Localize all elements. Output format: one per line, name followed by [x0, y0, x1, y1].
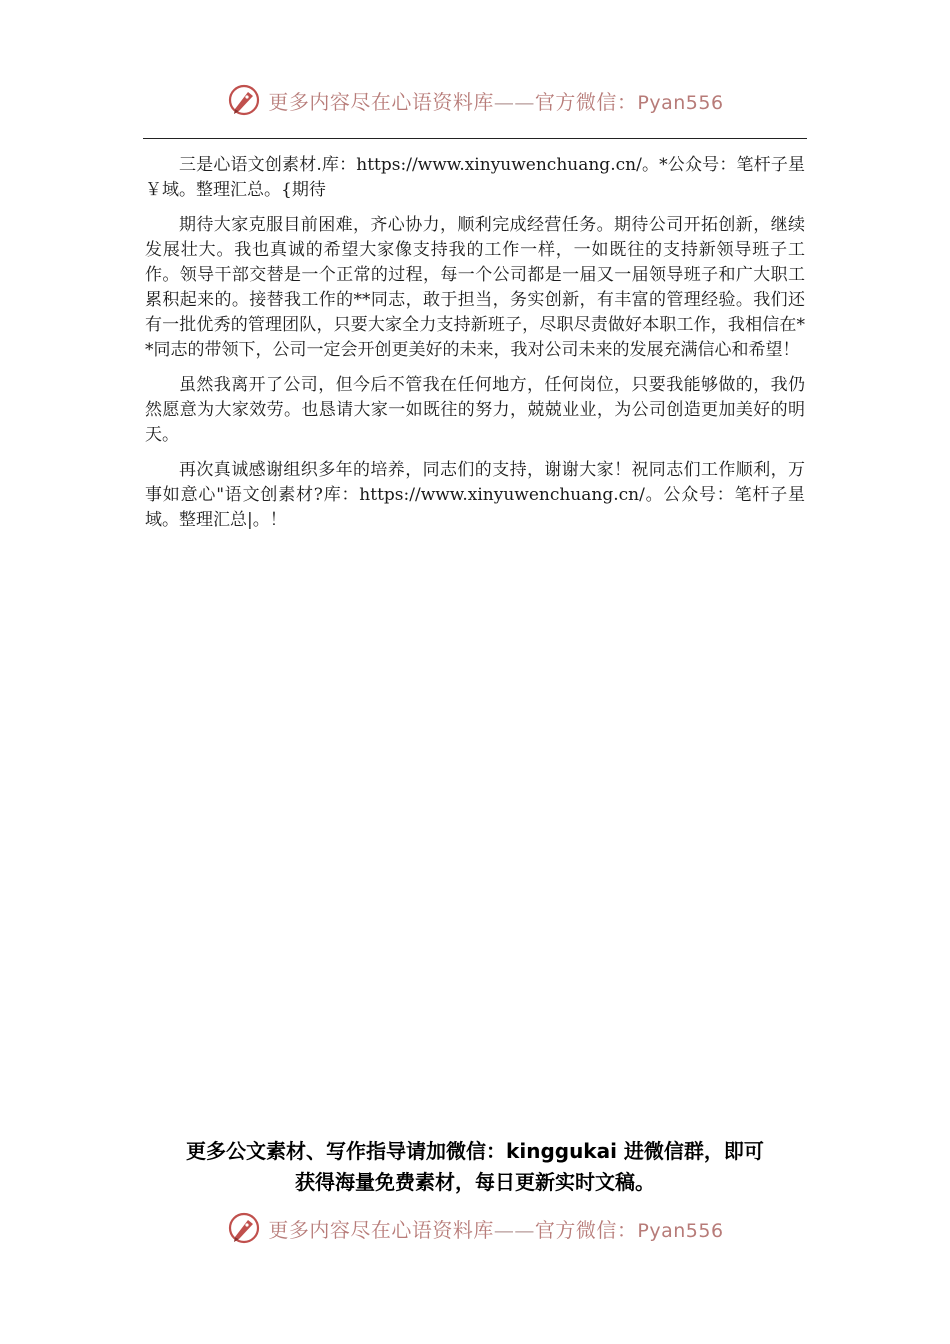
banner-title: 更多内容尽在心语资料库 [268, 89, 494, 114]
footer-note-line-1: 更多公文素材、写作指导请加微信：kinggukai 进微信群，即可 [186, 1139, 764, 1163]
document-body [145, 153, 805, 543]
banner-separator: —— [493, 1217, 535, 1242]
banner-tail: 官方微信： [534, 89, 638, 114]
header-rule [143, 138, 807, 139]
footer-banner [0, 1210, 950, 1246]
banner-tail: 官方微信： [534, 1217, 638, 1242]
banner-separator: —— [493, 89, 535, 114]
header-banner [0, 82, 950, 118]
banner-wechat-id: Pyan556 [637, 1219, 724, 1242]
pen-nib-logo-icon [226, 1210, 262, 1246]
paragraph-4: 再次真诚感谢组织多年的培养，同志们的支持，谢谢大家！祝同志们工作顺利，万事如意心"语文创素材?库：https://www.xinyuwenchuang.cn/。公众号：笔杆子星域。整理汇总|。！ [145, 460, 805, 530]
paragraph-2: 期待大家克服目前困难，齐心协力，顺利完成经营任务。期待公司开拓创新，继续发展壮大。我也真诚的希望大家像支持我的工作一样，一如既往的支持新领导班子工作。领导干部交替是一个正常的过程，每一个公司都是一届又一届领导班子和广大职工累积起来的。接替我工作的**同志，敢于担当，务实创新，有丰富的管理经验。我们还有一批优秀的管理团队，只要大家全力支持新班子，尽职尽责做好本职工作，我相信在**同志的带领下，公司一定会开创更美好的未来，我对公司未来的发展充满信心和希望！ [145, 215, 805, 360]
banner-wechat-id: Pyan556 [637, 91, 724, 114]
pen-nib-logo-icon [226, 82, 262, 118]
banner-text [268, 1214, 723, 1243]
paragraph-1: 三是心语文创素材.库：https://www.xinyuwenchuang.cn/。*公众号：笔杆子星￥域。整理汇总。{期待 [145, 155, 805, 200]
footer-note [100, 1136, 850, 1198]
footer-note-line-2: 获得海量免费素材，每日更新实时文稿。 [295, 1170, 655, 1194]
banner-text [268, 86, 723, 115]
banner-title: 更多内容尽在心语资料库 [268, 1217, 494, 1242]
paragraph-3: 虽然我离开了公司，但今后不管我在任何地方，任何岗位，只要我能够做的，我仍然愿意为大家效劳。也恳请大家一如既往的努力，兢兢业业，为公司创造更加美好的明天。 [145, 375, 805, 445]
